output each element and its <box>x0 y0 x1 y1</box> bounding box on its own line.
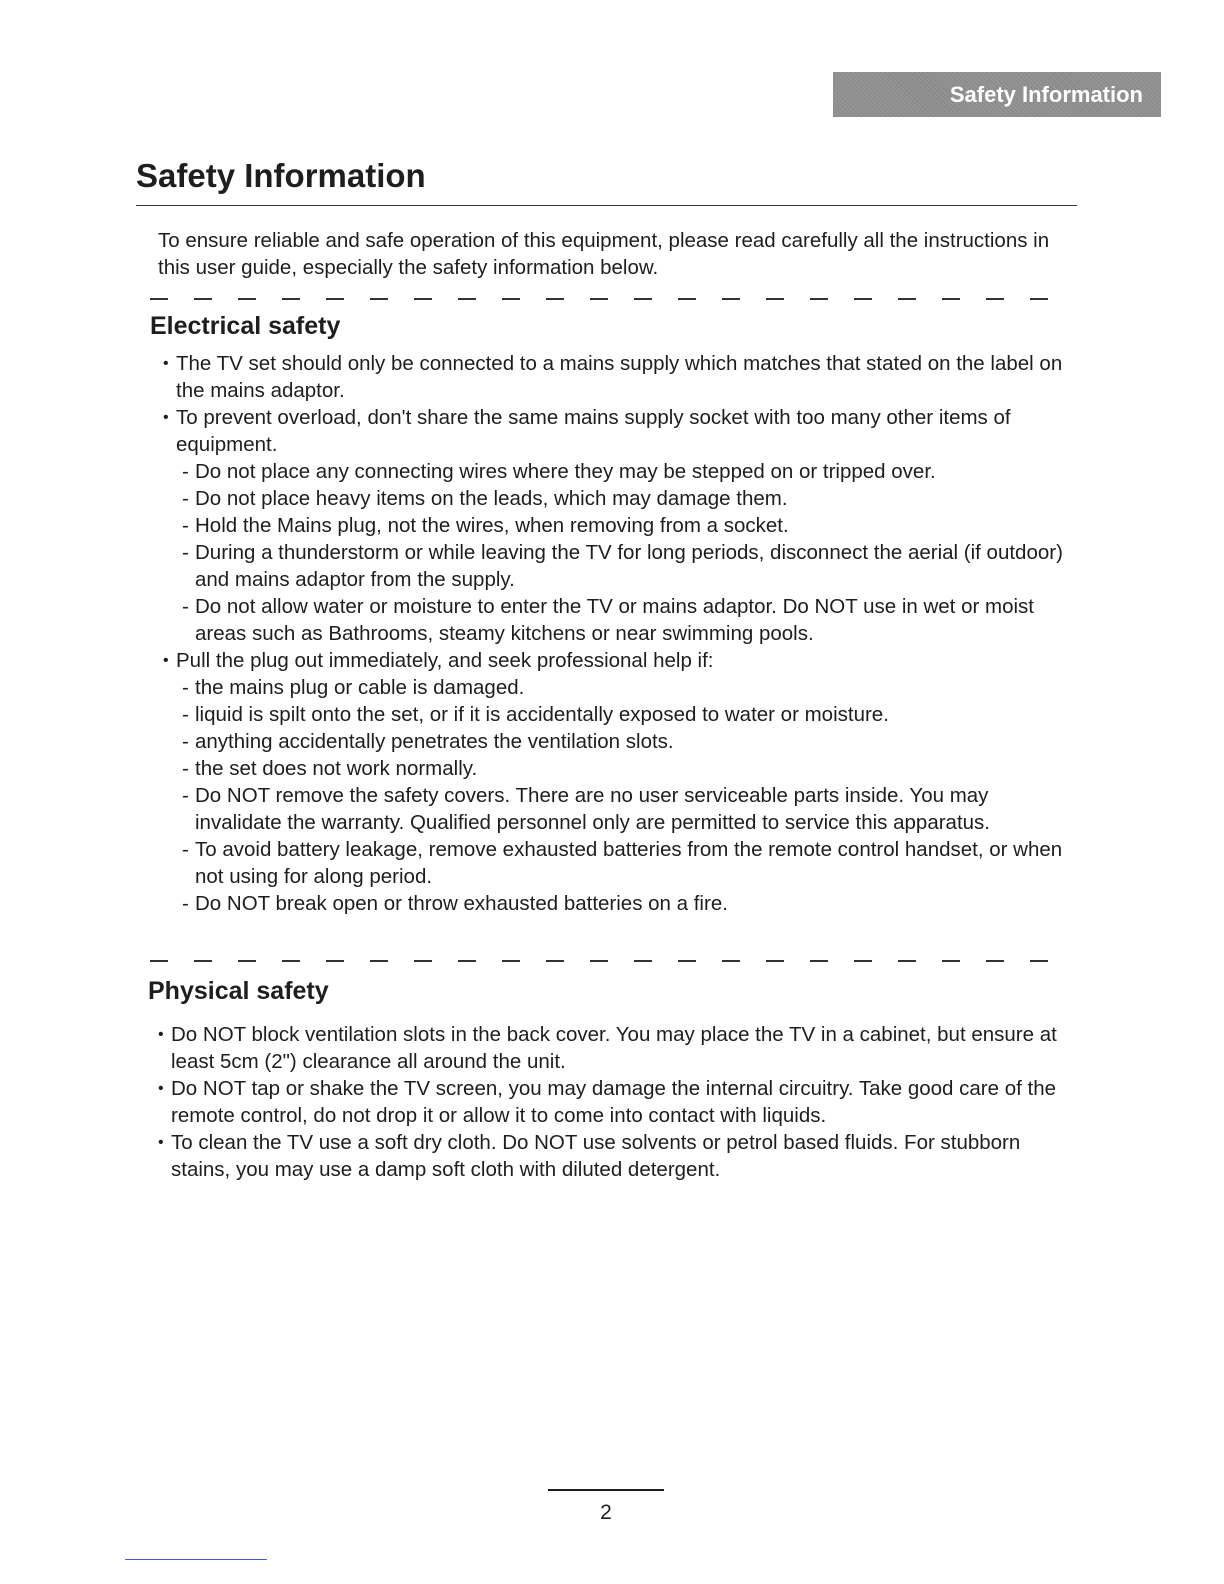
intro-paragraph: To ensure reliable and safe operation of this equipment, please read carefully all the instructions in this user guide, especially the safety information below. <box>158 229 1050 279</box>
page-number-rule <box>548 1489 664 1491</box>
list-item: - To avoid battery leakage, remove exhausted batteries from the remote control handset, or when not using for along period. <box>163 836 1063 890</box>
physical-safety-list <box>158 1021 1058 1183</box>
list-item: - Hold the Mains plug, not the wires, when removing from a socket. <box>163 512 1063 539</box>
list-item: - liquid is spilt onto the set, or if it is accidentally exposed to water or moisture. <box>163 701 1063 728</box>
page-number: 2 <box>600 1501 612 1524</box>
list-item: - Do not place heavy items on the leads, which may damage them. <box>163 485 1063 512</box>
list-item: • Pull the plug out immediately, and seek professional help if: <box>163 647 1063 674</box>
electrical-safety-list <box>163 350 1063 917</box>
list-item: - Do not place any connecting wires where they may be stepped on or tripped over. <box>163 458 1063 485</box>
physical-safety-heading: Physical safety <box>148 977 329 1005</box>
title-divider <box>136 205 1077 206</box>
list-item: - Do NOT remove the safety covers. There are no user serviceable parts inside. You may invalidate the warranty. Qualified personnel only are permitted to service this apparatus. <box>163 782 1063 836</box>
list-item: - During a thunderstorm or while leaving the TV for long periods, disconnect the aerial (if outdoor) and mains adaptor from the supply. <box>163 539 1063 593</box>
list-item: - anything accidentally penetrates the ventilation slots. <box>163 728 1063 755</box>
list-item: - Do not allow water or moisture to enter the TV or mains adaptor. Do NOT use in wet or moist areas such as Bathrooms, steamy kitchens or near swimming pools. <box>163 593 1063 647</box>
list-item: - Do NOT break open or throw exhausted batteries on a fire. <box>163 890 1063 917</box>
list-item: • Do NOT tap or shake the TV screen, you may damage the internal circuitry. Take good care of the remote control, do not drop it or allow it to come into contact with liquids. <box>158 1075 1058 1129</box>
dashed-divider <box>150 298 1064 300</box>
header-tab-label: Safety Information <box>949 81 1143 107</box>
footer-line <box>125 1559 267 1560</box>
list-item: • The TV set should only be connected to a mains supply which matches that stated on the label on the mains adaptor. <box>163 350 1063 404</box>
page-title: Safety Information <box>136 157 426 194</box>
list-item: - the mains plug or cable is damaged. <box>163 674 1063 701</box>
list-item: - the set does not work normally. <box>163 755 1063 782</box>
electrical-safety-heading: Electrical safety <box>150 312 341 340</box>
header-tab <box>833 72 1161 117</box>
dashed-divider <box>150 960 1064 962</box>
list-item: • To prevent overload, don't share the same mains supply socket with too many other items of equipment. <box>163 404 1063 458</box>
list-item: • To clean the TV use a soft dry cloth. Do NOT use solvents or petrol based fluids. For stubborn stains, you may use a damp soft cloth with diluted detergent. <box>158 1129 1058 1183</box>
list-item: • Do NOT block ventilation slots in the back cover. You may place the TV in a cabinet, but ensure at least 5cm (2") clearance all around the unit. <box>158 1021 1058 1075</box>
